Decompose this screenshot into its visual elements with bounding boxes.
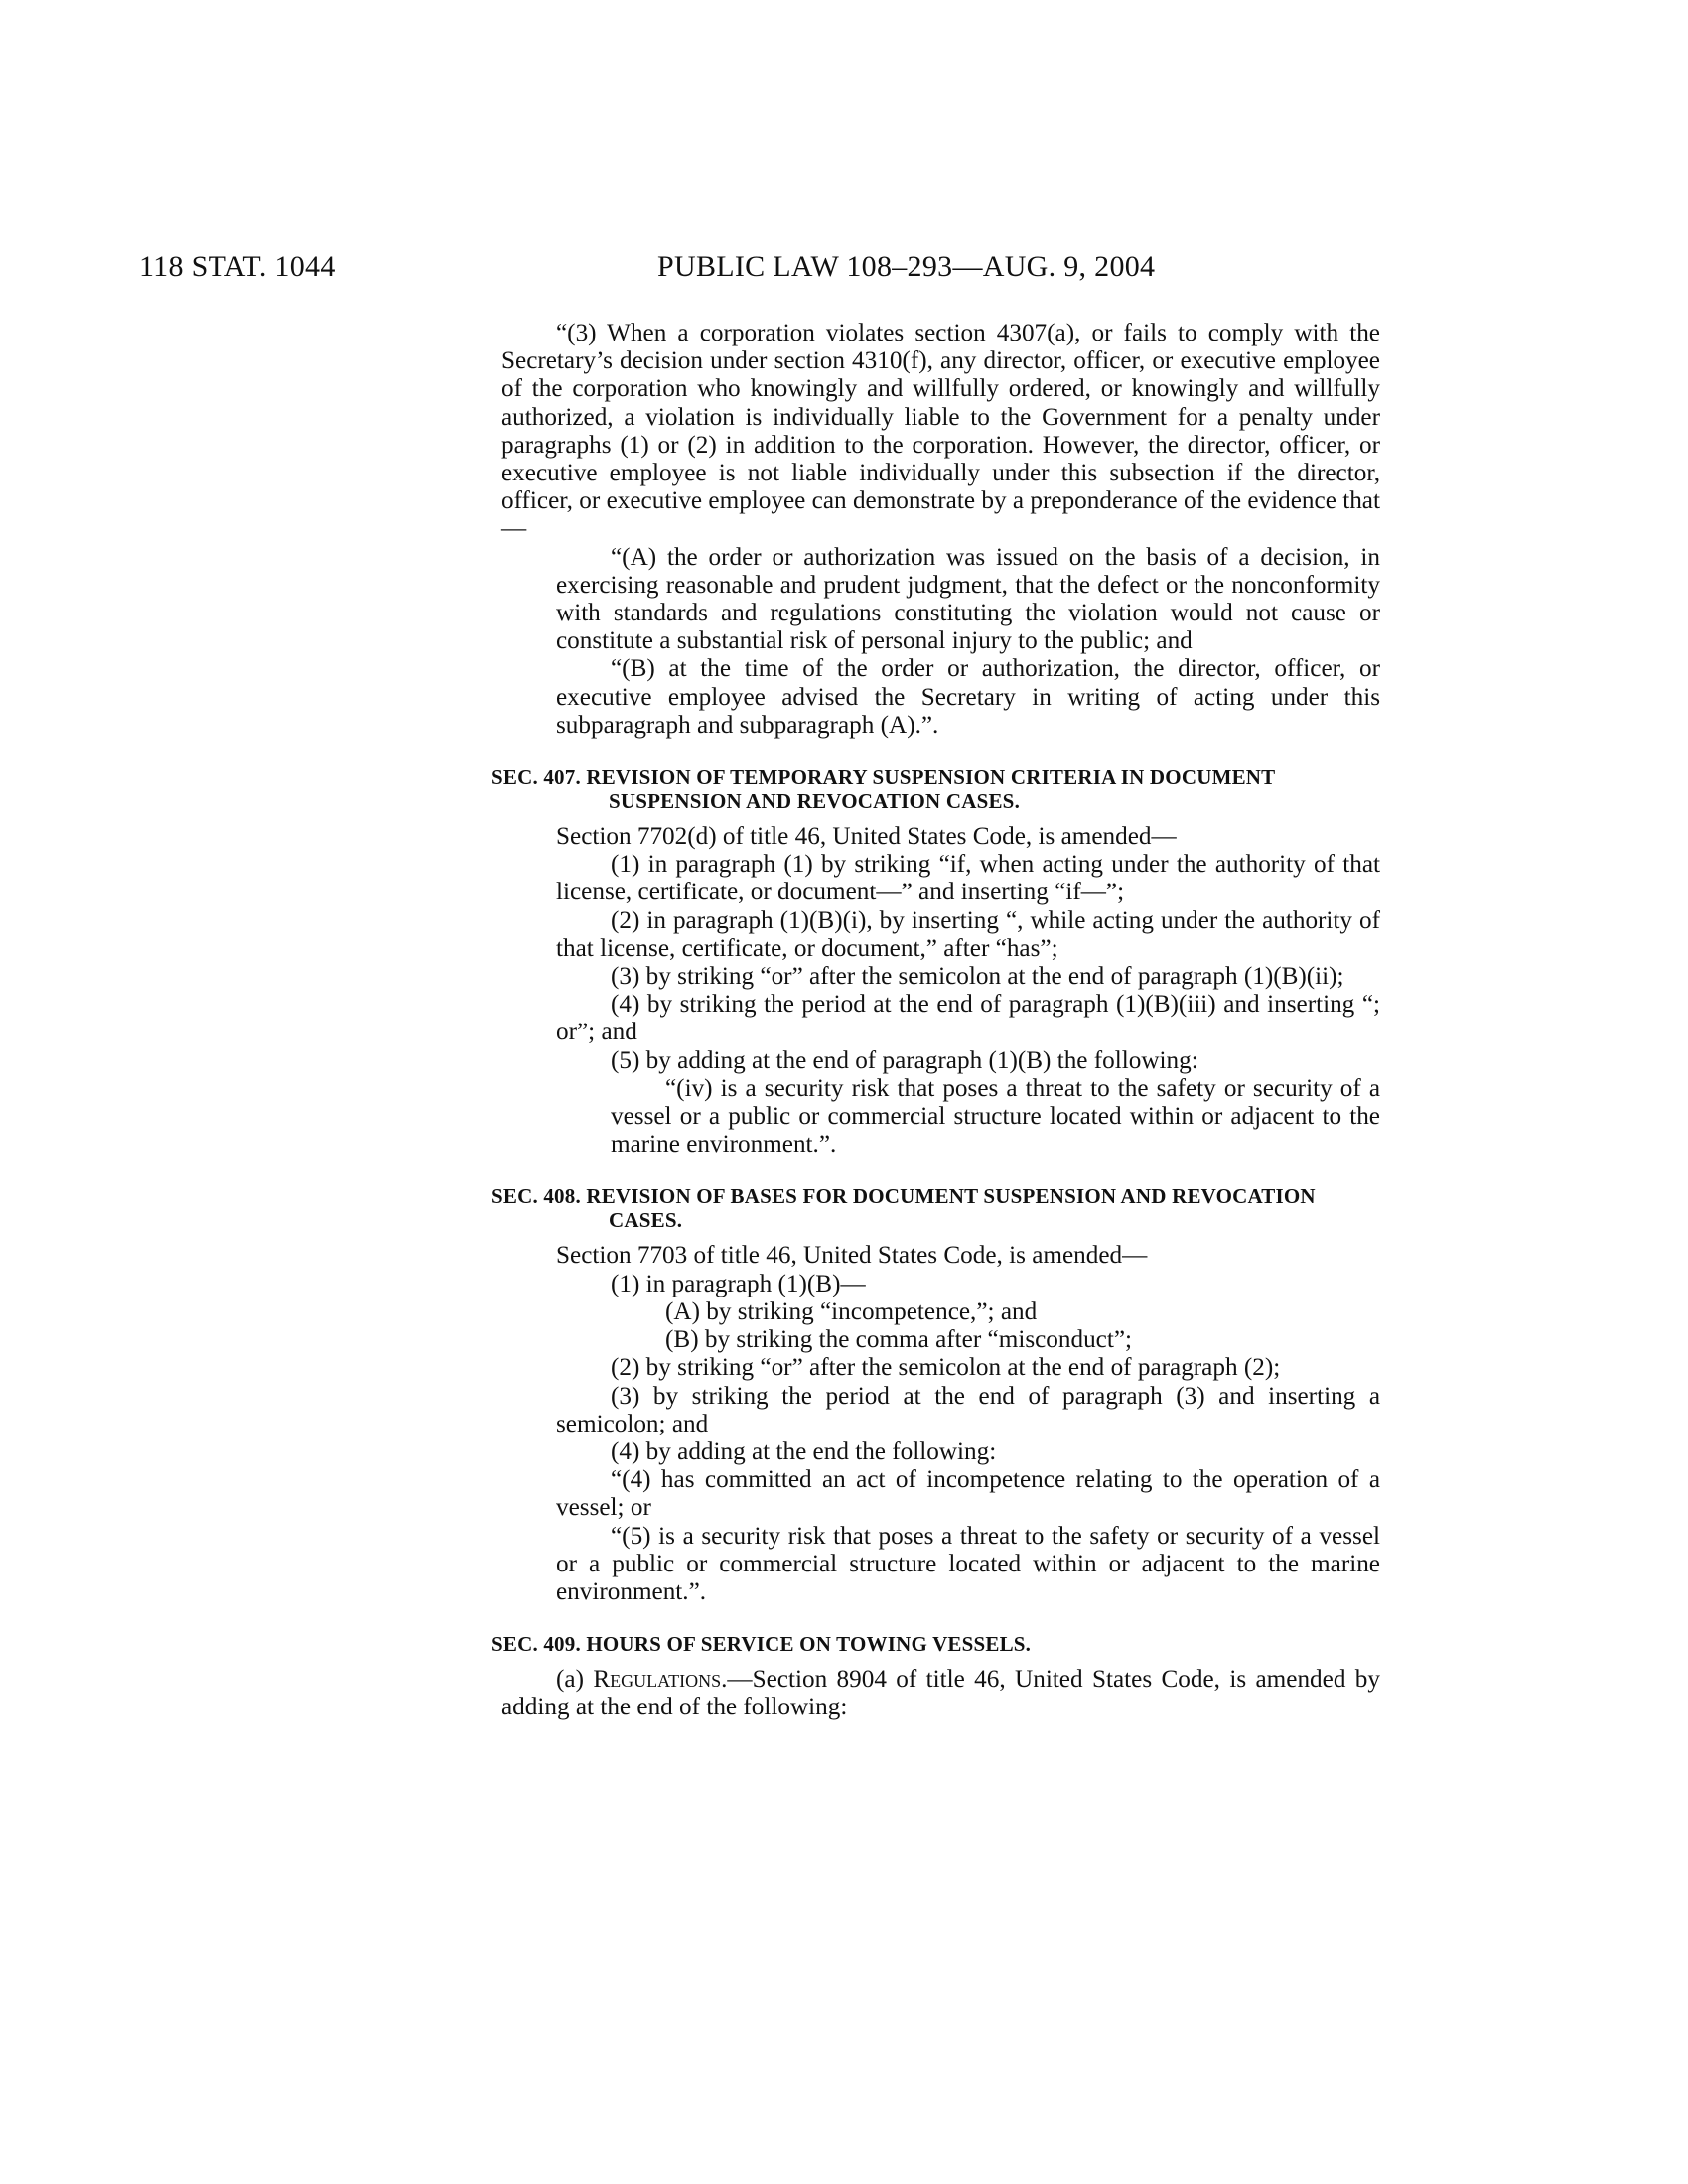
section-408-quoted-5: “(5) is a security risk that poses a threat to the safety or security of a vessel or a public or commercial structure located within or adjacent to the marine environment.”.: [556, 1522, 1380, 1605]
subsection-a-caption: Regulations: [593, 1666, 722, 1694]
section-409-heading: SEC. 409. HOURS OF SERVICE ON TOWING VESSELS.: [492, 1632, 1032, 1657]
subparagraph-3a: “(A) the order or authorization was issued on the basis of a decision, in exercising reasonable and prudent judgment, that the defect or the nonconformity with standards and regulations constituting the violation would not cause or constitute a substantial risk of personal injury to the public; and: [556, 543, 1380, 655]
paragraph-3: “(3) When a corporation violates section 4307(a), or fails to comply with the Secretary’s decision under section 4310(f), any director, officer, or executive employee of the corporation who knowingly and willfully ordered, or knowingly and willfully authorized, a violation is individually liable to the Government for a penalty under paragraphs (1) or (2) in addition to the corporation. However, the director, officer, or executive employee is not liable individually under this subsection if the director, officer, or executive employee can demonstrate by a preponderance of the evidence that—: [501, 320, 1380, 543]
section-407-heading: SEC. 407. REVISION OF TEMPORARY SUSPENSION CRITERIA IN DOCUMENT SUSPENSION AND REVOCATION CASES.: [492, 765, 1275, 814]
section-408-item-3: (3) by striking the period at the end of paragraph (3) and inserting a semicolon; and: [556, 1382, 1380, 1437]
section-408-heading: SEC. 408. REVISION OF BASES FOR DOCUMENT SUSPENSION AND REVOCATION CASES.: [492, 1184, 1316, 1233]
page-header: [0, 250, 1688, 290]
subsection-a-label: (a): [556, 1666, 594, 1694]
stat-page-number: 118 STAT. 1044: [139, 250, 336, 283]
subparagraph-3b: “(B) at the time of the order or authorization, the director, officer, or executive employee advised the Secretary in writing of acting under this subparagraph and subparagraph (A).”.: [556, 655, 1380, 739]
section-407-item-3: (3) by striking “or” after the semicolon at the end of paragraph (1)(B)(ii);: [611, 963, 1344, 991]
section-408-intro: Section 7703 of title 46, United States Code, is amended—: [556, 1242, 1148, 1270]
section-408-quoted-4: “(4) has committed an act of incompetence relating to the operation of a vessel; or: [556, 1466, 1380, 1522]
section-409-subsection-a: [501, 1666, 1380, 1721]
section-407-item-5: (5) by adding at the end of paragraph (1)(B) the following:: [611, 1046, 1198, 1074]
statute-body: [492, 320, 1380, 1722]
section-408-item-1a: (A) by striking “incompetence,”; and: [665, 1297, 1038, 1325]
section-408-item-1: (1) in paragraph (1)(B)—: [611, 1270, 866, 1297]
section-407-intro: Section 7702(d) of title 46, United States Code, is amended—: [556, 823, 1177, 851]
section-408-item-4: (4) by adding at the end the following:: [611, 1437, 997, 1465]
section-407-quoted-iv: “(iv) is a security risk that poses a threat to the safety or security of a vessel or a public or commercial structure located within or adjacent to the marine environment.”.: [611, 1074, 1380, 1159]
section-408-item-2: (2) by striking “or” after the semicolon at the end of paragraph (2);: [611, 1354, 1281, 1382]
section-407-item-1: (1) in paragraph (1) by striking “if, when acting under the authority of that license, certificate, or document—” and inserting “if—”;: [556, 851, 1380, 906]
section-408-item-1b: (B) by striking the comma after “misconduct”;: [665, 1326, 1133, 1354]
section-407-item-4: (4) by striking the period at the end of paragraph (1)(B)(iii) and inserting “; or”; and: [556, 991, 1380, 1046]
public-law-title: PUBLIC LAW 108–293—AUG. 9, 2004: [657, 250, 1156, 283]
section-407-item-2: (2) in paragraph (1)(B)(i), by inserting “, while acting under the authority of that license, certificate, or document,” after “has”;: [556, 906, 1380, 962]
subsection-a-text: .—Section 8904 of title 46, United States Code, is amended by adding at the end of the following:: [501, 1666, 1380, 1721]
